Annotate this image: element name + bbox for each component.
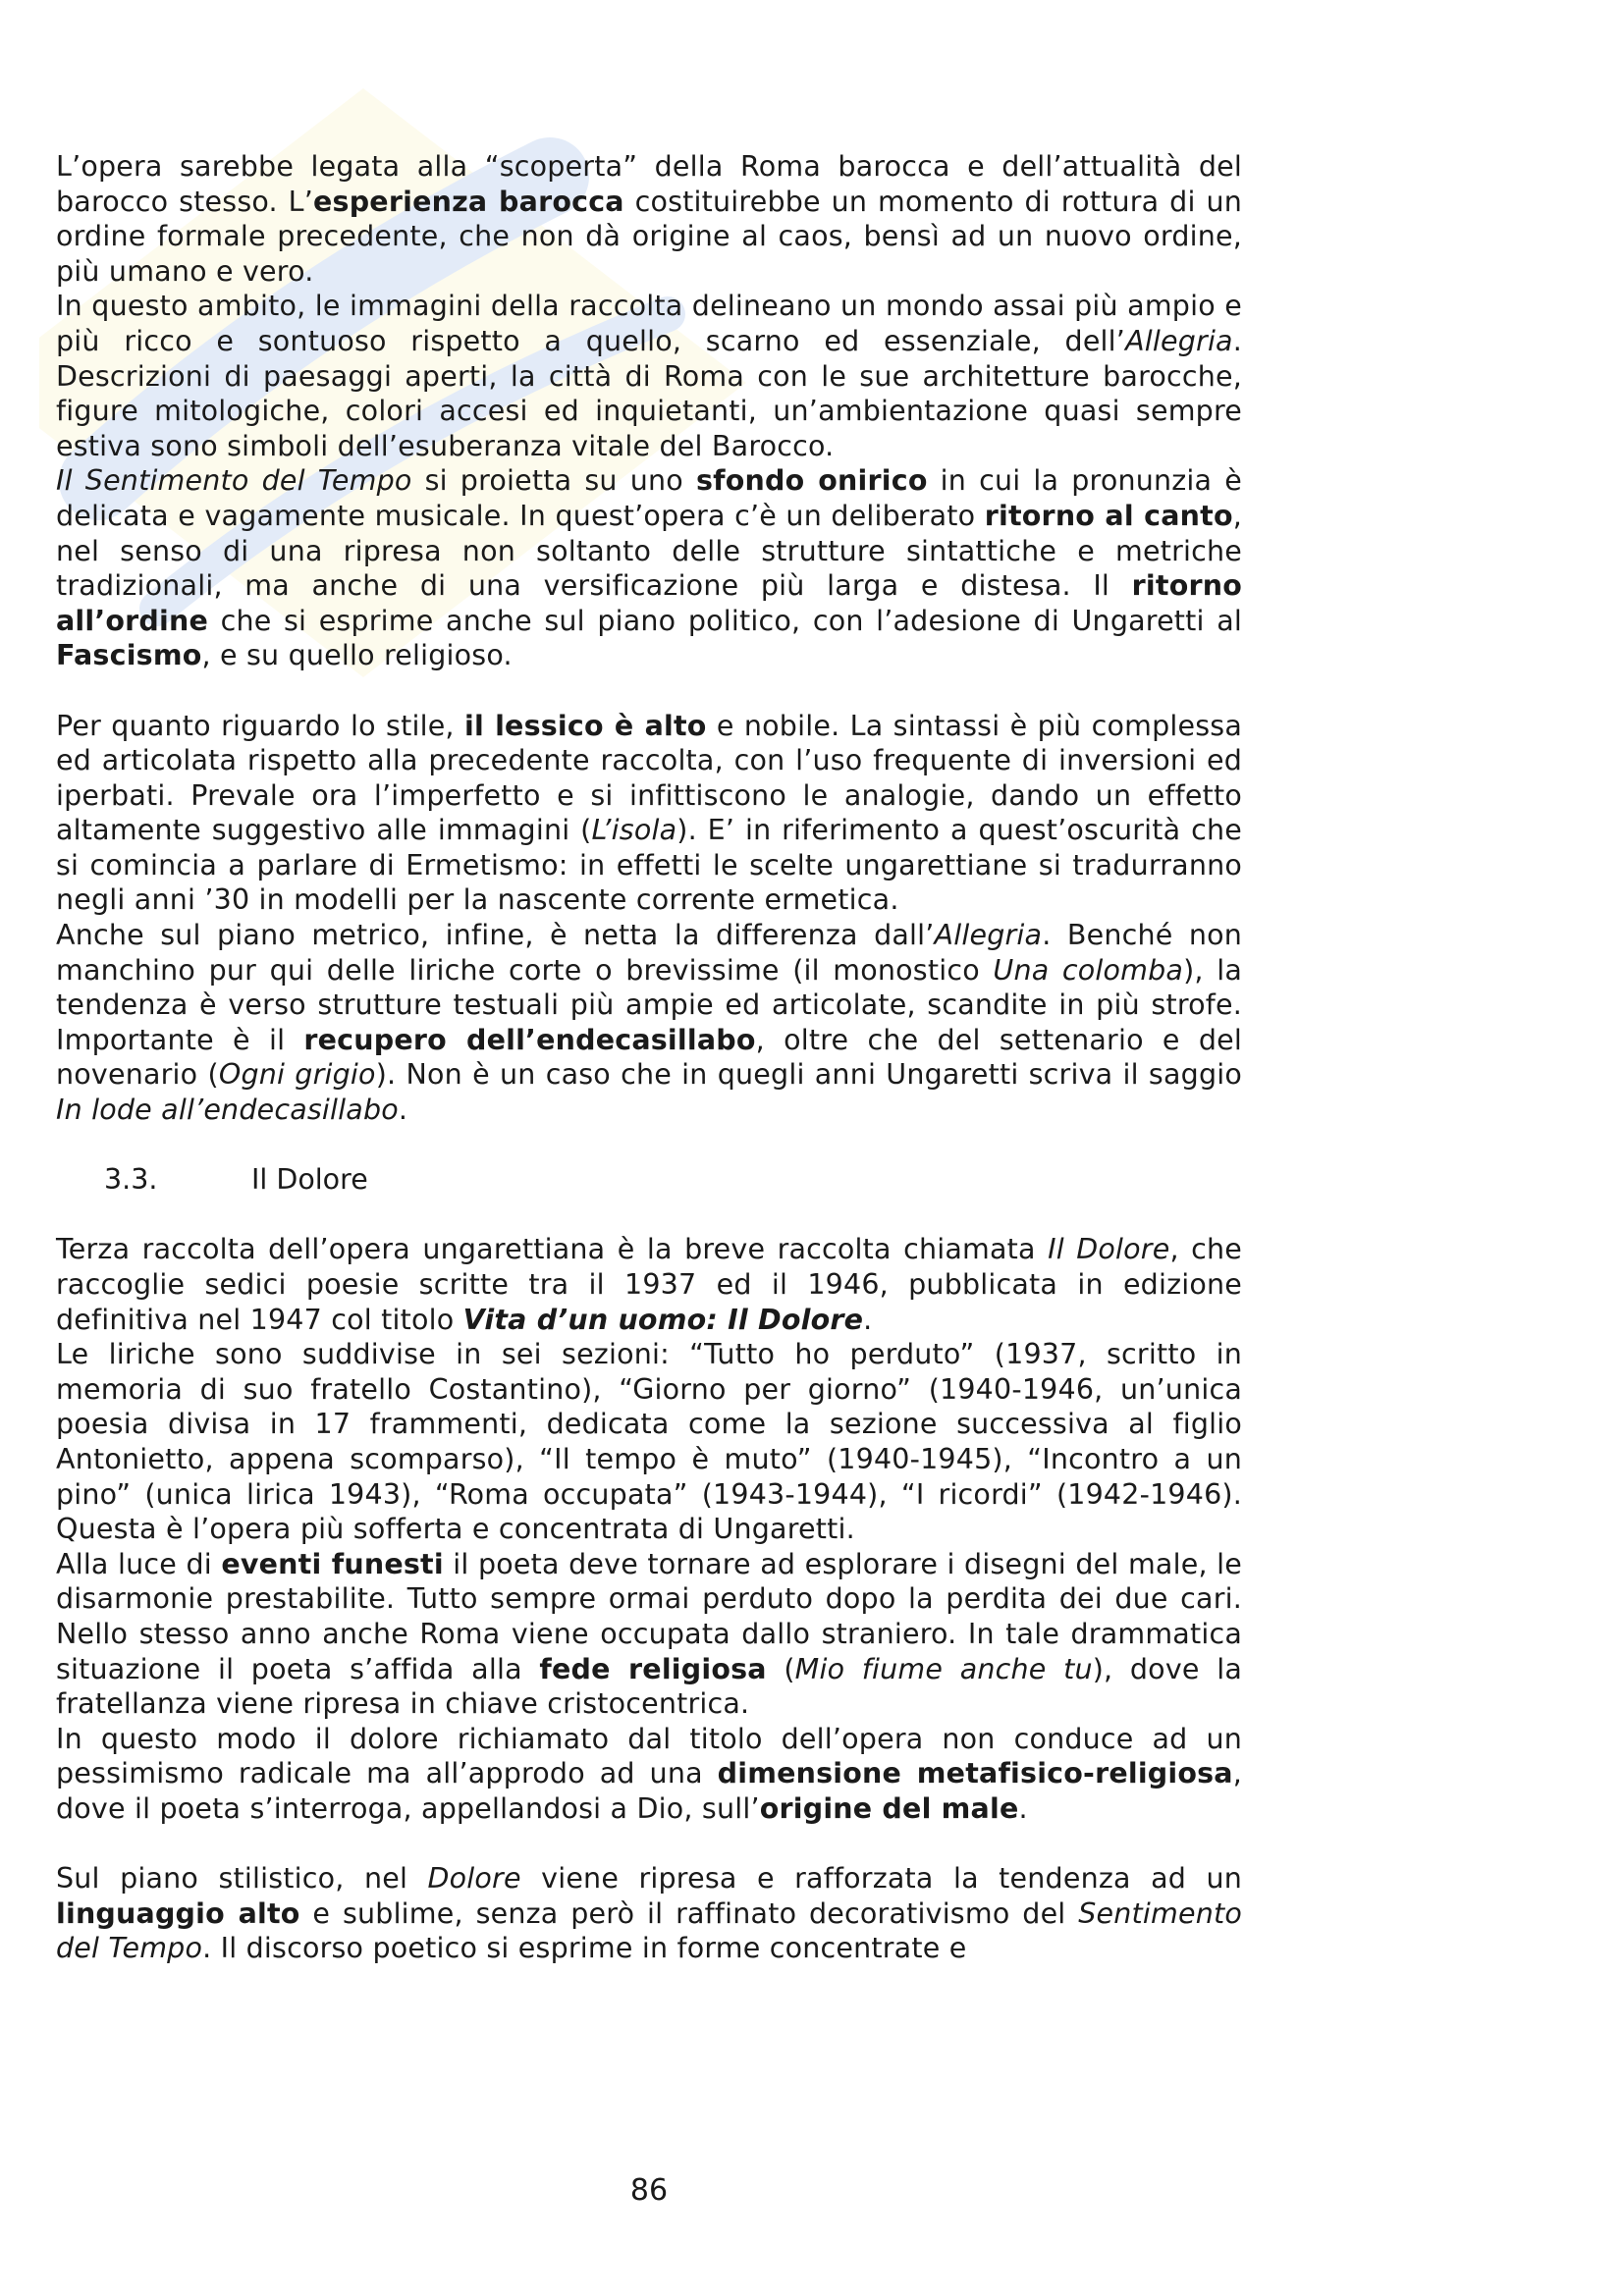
text-run: Alla luce di — [56, 1547, 222, 1580]
italic-title: Dolore — [427, 1862, 521, 1896]
italic-title: In lode all’endecasillabo — [56, 1094, 399, 1127]
body-paragraph — [56, 1722, 1242, 1827]
italic-title: Mio fiume anche tu — [794, 1652, 1093, 1685]
italic-title: Il Dolore — [1048, 1233, 1170, 1266]
italic-title: Il Sentimento del Tempo — [56, 464, 412, 498]
section-heading — [56, 1162, 1242, 1198]
bold-term: recupero dell’endecasillabo — [303, 1023, 756, 1056]
bold-term: eventi funesti — [221, 1547, 444, 1580]
bold-term: Fascismo — [56, 639, 202, 672]
text-run: . — [863, 1303, 873, 1336]
text-run: si proietta su uno — [411, 464, 696, 498]
text-run: . Il discorso poetico si esprime in forme concentrate e — [202, 1932, 967, 1965]
paragraph-gap — [56, 1198, 1242, 1233]
body-paragraph — [56, 1861, 1242, 1966]
text-run: ). E’ in riferimento a quest’oscurità che si comincia a parlare di Ermetismo: in effetti le scelte ungarettiane si tradurranno negli anni ’30 in modelli per la nascente corrente ermetica. — [56, 814, 1242, 917]
bold-italic-title: Vita d’un uomo: Il Dolore — [462, 1303, 864, 1336]
bold-term: esperienza barocca — [313, 185, 624, 218]
text-run: Sul piano stilistico, nel — [56, 1862, 428, 1896]
text-run: ), la tendenza è verso strutture testuali più ampie ed articolate, scandite in più strofe. Importante è il — [56, 953, 1243, 1056]
body-paragraph — [56, 709, 1242, 919]
bold-term: dimensione metafisico-religiosa — [717, 1757, 1233, 1790]
text-run: In questo ambito, le immagini della raccolta delineano un mondo assai più ampio e più ricco e sontuoso rispetto a quello, scarno ed essenziale, dell’ — [56, 290, 1242, 357]
paragraph-gap — [56, 673, 1242, 709]
text-run: , e su quello religioso. — [201, 639, 513, 672]
text-run: Le liriche sono suddivise in sei sezioni: “Tutto ho perduto” (1937, scritto in memoria di suo fratello Costantino), “Giorno per giorno” (1940-1946, un’unica poesia divisa in 17 frammenti, dedicata come la sezione successiva al figlio Antonietto, appena scomparso), “Il tempo è muto” (1940-1945), “Incontro a un pino” (unica lirica 1943), “Roma occupata” (1943-1944), “I ricordi” (1942-1946). Questa è l’opera più sofferta e concentrata di Ungaretti. — [56, 1338, 1242, 1546]
text-run: , che raccoglie sedici poesie scritte tra il 1937 ed il 1946, pubblicata in edizione definitiva nel 1947 col titolo — [56, 1233, 1242, 1336]
text-run: che si esprime anche sul piano politico, con l’adesione di Ungaretti al — [208, 604, 1242, 637]
body-paragraph — [56, 289, 1242, 463]
paragraph-gap — [56, 1827, 1242, 1862]
body-paragraph — [56, 149, 1242, 289]
paragraph-gap — [56, 1128, 1242, 1163]
italic-title: Allegria — [934, 919, 1043, 952]
italic-title: L’isola — [591, 814, 677, 847]
text-run: viene ripresa e rafforzata la tendenza ad un — [520, 1862, 1242, 1896]
text-run: ( — [766, 1652, 795, 1685]
bold-term: fede religiosa — [539, 1652, 767, 1685]
text-run: . Descrizioni di paesaggi aperti, la città di Roma con le sue architetture barocche, figure mitologiche, colori accesi ed inquietanti, un’ambientazione quasi sempre estiva sono simboli dell’esuberanza vitale del Barocco. — [56, 324, 1242, 462]
bold-term: origine del male — [759, 1791, 1019, 1825]
text-run: ). Non è un caso che in quegli anni Ungaretti scriva il saggio — [375, 1058, 1242, 1092]
text-run: . — [398, 1094, 408, 1127]
body-paragraph — [56, 463, 1242, 673]
text-run: . Benché non manchino pur qui delle liriche corte o brevissime (il monostico — [56, 919, 1242, 987]
text-run: , oltre che del settenario e del novenario ( — [56, 1023, 1242, 1092]
body-paragraph — [56, 918, 1242, 1128]
text-run: costituirebbe un momento di rottura di un ordine formale precedente, che non dà origine al caos, bensì ad un nuovo ordine, più umano e vero. — [56, 185, 1242, 288]
text-run: ), dove la fratellanza viene ripresa in chiave cristocentrica. — [56, 1652, 1242, 1721]
bold-term: sfondo onirico — [695, 464, 928, 498]
text-run: e nobile. La sintassi è più complessa ed articolata rispetto alla precedente raccolta, con l’uso frequente di inversioni ed iperbati. Prevale ora l’imperfetto e si infittiscono le analogie, dando un effetto altamente suggestivo alle immagini ( — [56, 709, 1242, 847]
bold-term: ritorno al canto — [984, 499, 1233, 532]
text-run: in cui la pronunzia è delicata e vagamente musicale. In quest’opera c’è un deliberato — [56, 464, 1242, 532]
bold-term: ritorno all’ordine — [56, 569, 1242, 637]
text-run: Terza raccolta dell’opera ungarettiana è la breve raccolta chiamata — [56, 1233, 1049, 1266]
body-paragraph — [56, 1232, 1242, 1337]
body-paragraph — [56, 1547, 1242, 1722]
italic-title: Allegria — [1125, 324, 1233, 357]
section-number: 3.3. — [104, 1163, 158, 1197]
section-title: Il Dolore — [251, 1163, 368, 1197]
text-run: , dove il poeta s’interroga, appellandosi a Dio, sull’ — [56, 1757, 1242, 1825]
text-run: e sublime, senza però il raffinato decorativismo del — [299, 1896, 1079, 1930]
page-number: 86 — [629, 2173, 669, 2208]
text-run: Per quanto riguardo lo stile, — [56, 709, 464, 742]
text-run: , nel senso di una ripresa non soltanto delle strutture sintattiche e metriche tradizionali, ma anche di una versificazione più larga e distesa. Il — [56, 499, 1242, 603]
text-run: In questo modo il dolore richiamato dal titolo dell’opera non conduce ad un pessimismo radicale ma all’approdo ad una — [56, 1722, 1242, 1790]
text-run: . — [1018, 1791, 1028, 1825]
document-page — [56, 149, 1242, 1966]
bold-term: linguaggio alto — [56, 1896, 300, 1930]
italic-title: Una colomba — [993, 953, 1184, 987]
text-run: il poeta deve tornare ad esplorare i disegni del male, le disarmonie prestabilite. Tutto sempre ormai perduto dopo la perdita dei due cari. Nello stesso anno anche Roma viene occupata dallo straniero. In tale drammatica situazione il poeta s’affida alla — [56, 1547, 1242, 1685]
italic-title: Ogni grigio — [218, 1058, 376, 1092]
text-run: L’opera sarebbe legata alla “scoperta” della Roma barocca e dell’attualità del barocco stesso. L’ — [56, 150, 1242, 218]
italic-title: Sentimento del Tempo — [56, 1896, 1243, 1965]
body-paragraph — [56, 1337, 1242, 1547]
bold-term: il lessico è alto — [463, 709, 707, 742]
text-run: Anche sul piano metrico, infine, è netta la differenza dall’ — [56, 919, 935, 952]
